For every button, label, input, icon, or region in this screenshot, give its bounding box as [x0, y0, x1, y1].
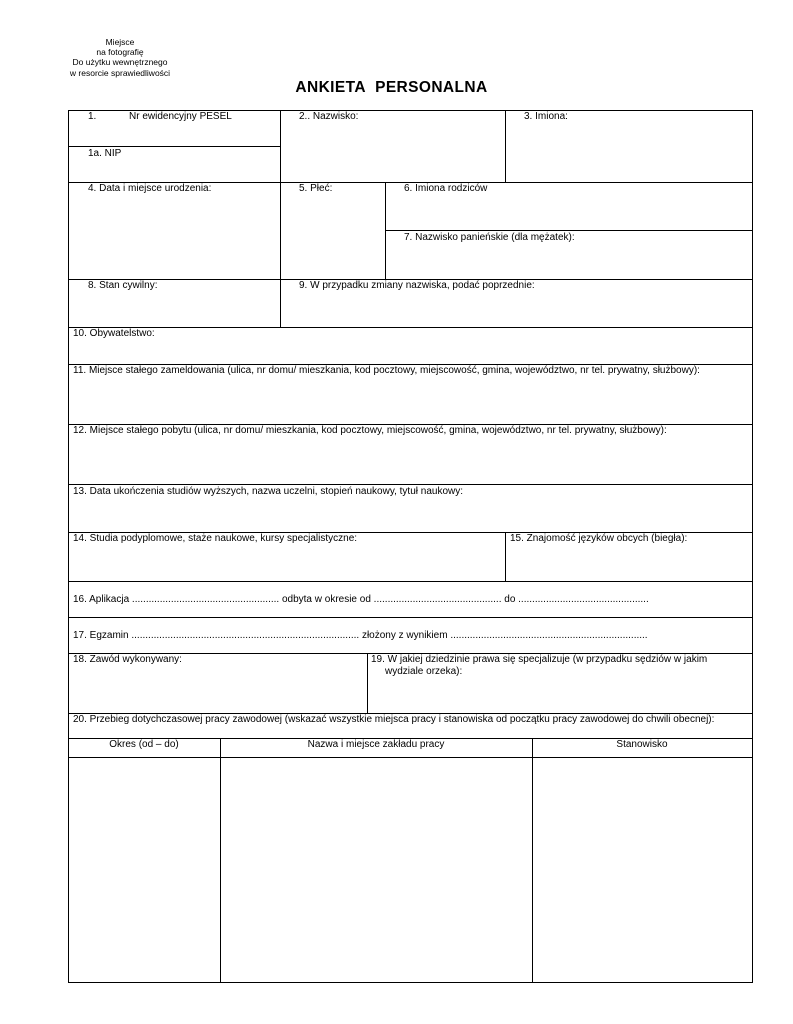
field-8-marital-status-label: 8. Stan cywilny:	[88, 280, 158, 291]
frame-right	[752, 110, 753, 983]
table-header-bottom-line	[68, 757, 753, 758]
field-14-postgraduate-label: 14. Studia podyplomowe, staże naukowe, kursy specjalistyczne:	[73, 533, 358, 544]
field-1-pesel-label: Nr ewidencyjny PESEL	[129, 111, 232, 122]
divider-parents-maiden	[385, 230, 753, 231]
table-header-employer: Nazwa i miejsce zakładu pracy	[307, 739, 445, 750]
field-2-surname-label: 2.. Nazwisko:	[299, 111, 359, 122]
table-header-position: Stanowisko	[616, 739, 668, 750]
page-title-container	[0, 79, 793, 97]
field-1a-nip-label: 1a. NIP	[88, 148, 122, 159]
field-6-parents-label: 6. Imiona rodziców	[404, 183, 488, 194]
table-header-period: Okres (od – do)	[109, 739, 179, 750]
field-16-apprenticeship-line: 16. Aplikacja ..................................................... odbyta w okresie od .............................................. do ...............................................	[73, 594, 649, 605]
photo-label-line-1: Miejsce	[105, 37, 135, 47]
field-17-exam-line: 17. Egzamin .................................................................................. złożony z wynikiem .......................................................................	[73, 630, 648, 641]
field-5-sex-label: 5. Płeć:	[299, 183, 333, 194]
page-title: ANKIETA PERSONALNA	[295, 79, 488, 96]
field-1-number: 1.	[88, 111, 97, 122]
frame-bottom	[68, 982, 753, 983]
photo-label-line-3: Do użytku wewnętrznego	[72, 57, 168, 68]
divider-col-a	[280, 110, 281, 327]
divider-pesel-nip	[68, 146, 280, 147]
field-11-registered-address-label: 11. Miejsce stałego zameldowania (ulica, nr domu/ mieszkania, kod pocztowy, miejscowość, gmina, województwo, nr tel. prywatny, służbowy):	[73, 365, 700, 376]
table-col-divider-2	[532, 738, 533, 982]
field-13-education-label: 13. Data ukończenia studiów wyższych, nazwa uczelni, stopień naukowy, tytuł naukowy:	[73, 486, 464, 497]
field-19-specialization-label-line-2: wydziale orzeka):	[385, 666, 463, 677]
field-10-citizenship-label: 10. Obywatelstwo:	[73, 328, 155, 339]
divider-studies-languages	[505, 532, 506, 581]
field-4-birth-label: 4. Data i miejsce urodzenia:	[88, 183, 212, 194]
divider-surname-names	[505, 110, 506, 183]
row-line-9	[68, 617, 753, 618]
table-col-divider-1	[220, 738, 221, 982]
row-line-3	[68, 327, 753, 328]
field-9-previous-surname-label: 9. W przypadku zmiany nazwiska, podać poprzednie:	[299, 280, 535, 291]
photo-placeholder-label	[58, 37, 182, 78]
photo-label-line-2: na fotografię	[96, 47, 144, 58]
divider-profession-specialization	[367, 653, 368, 713]
frame-left	[68, 110, 69, 983]
field-18-profession-label: 18. Zawód wykonywany:	[73, 654, 182, 665]
field-12-residence-address-label: 12. Miejsce stałego pobytu (ulica, nr domu/ mieszkania, kod pocztowy, miejscowość, gmina, województwo, nr tel. prywatny, służbowy):	[73, 425, 667, 436]
field-7-maiden-name-label: 7. Nazwisko panieńskie (dla mężatek):	[404, 232, 575, 243]
field-3-names-label: 3. Imiona:	[524, 111, 568, 122]
field-19-specialization-label-line-1: 19. W jakiej dziedzinie prawa się specjalizuje (w przypadku sędziów w jakim	[371, 654, 708, 665]
row-line-8	[68, 581, 753, 582]
field-20-work-history-label: 20. Przebieg dotychczasowej pracy zawodowej (wskazać wszystkie miejsca pracy i stanowiska od początku pracy zawodowej do chwili obecnej):	[73, 714, 715, 725]
photo-label-line-4: w resorcie sprawiedliwości	[69, 67, 171, 78]
row-line-6	[68, 484, 753, 485]
field-15-languages-label: 15. Znajomość języków obcych (biegła):	[510, 533, 688, 544]
